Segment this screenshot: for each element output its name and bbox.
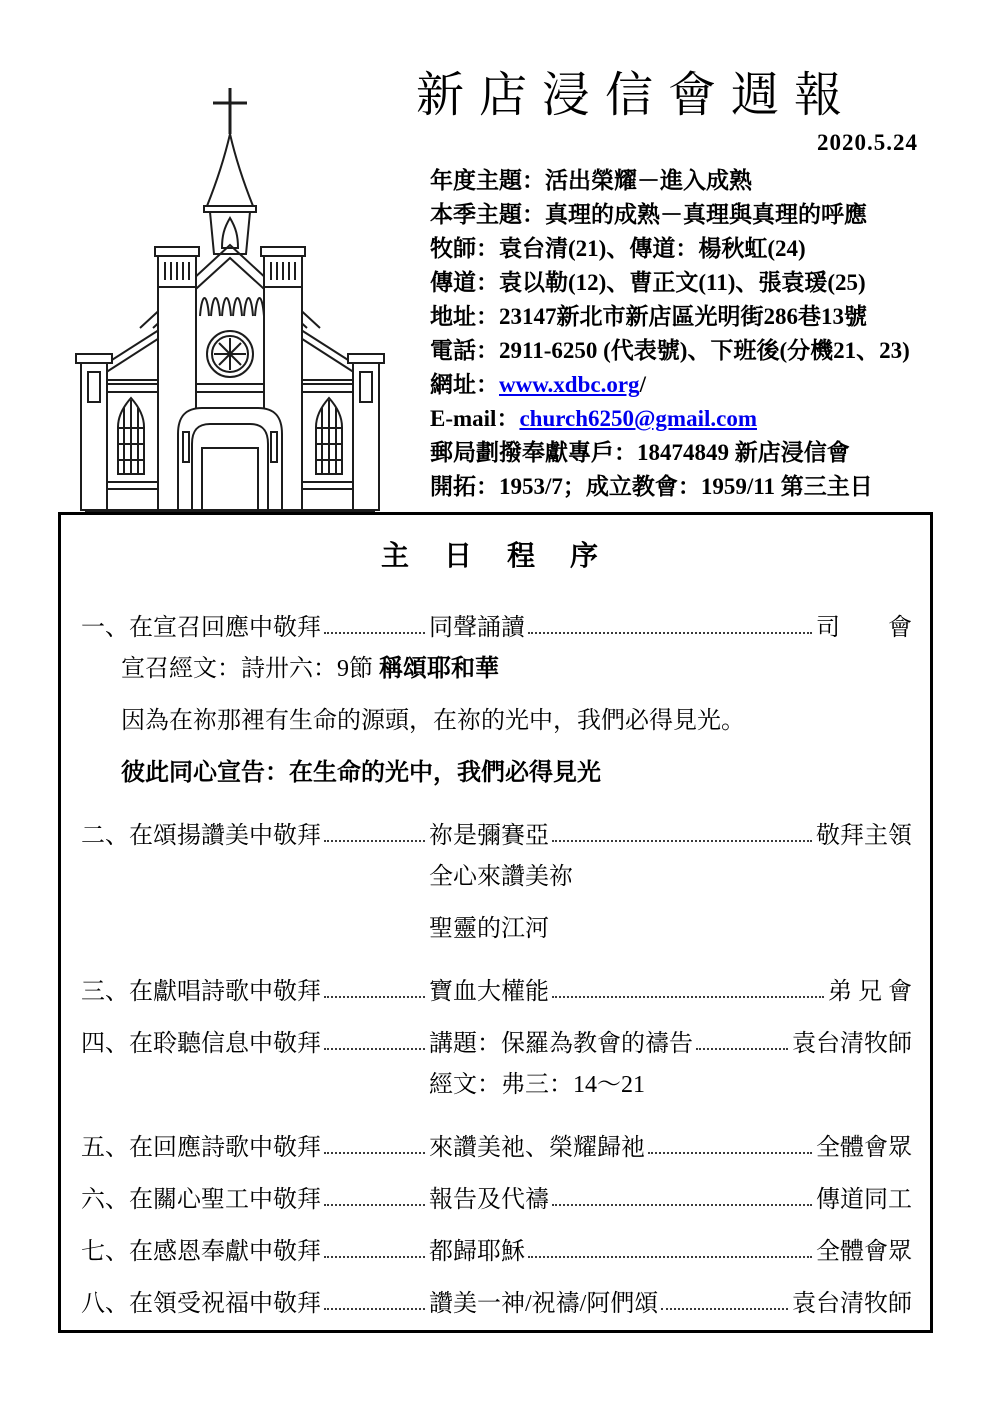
dot-leader (324, 1204, 425, 1206)
program-servant: 袁台清牧師 (792, 1031, 912, 1057)
bulletin-date: 2020.5.24 (817, 130, 918, 155)
email-link[interactable]: church6250@gmail.com (519, 406, 757, 431)
website-line (430, 368, 960, 402)
program-item-label: 二、在頌揚讚美中敬拜 (81, 823, 321, 849)
dot-leader (661, 1308, 788, 1310)
program-content: 都歸耶穌 (429, 1239, 525, 1265)
phone-line: 電話：2911-6250 (代表號)、下班後(分機21、23) (430, 338, 910, 363)
call-scripture-title: 稱頌耶和華 (379, 656, 499, 682)
program-item-label: 七、在感恩奉獻中敬拜 (81, 1239, 321, 1265)
address-line: 地址：23147新北市新店區光明街286巷13號 (430, 304, 867, 329)
program-servant: 敬拜主領 (816, 823, 912, 849)
website-suffix: / (639, 372, 646, 397)
program-servant: 全體會眾 (816, 1135, 912, 1161)
program-item-label: 四、在聆聽信息中敬拜 (81, 1031, 321, 1057)
dot-leader (324, 632, 425, 634)
dot-leader (324, 996, 425, 998)
program-row-2 (81, 799, 912, 851)
email-label: E-mail： (430, 406, 520, 431)
program-row-3 (81, 955, 912, 1007)
program-content: 講題：保羅為教會的禱告 (429, 1031, 693, 1057)
call-scripture-ref: 宣召經文：詩卅六：9節 (121, 656, 379, 682)
program-item-label: 六、在關心聖工中敬拜 (81, 1187, 321, 1213)
annual-theme-line: 年度主題：活出榮耀－進入成熟 (430, 168, 752, 193)
program-content: 寶血大權能 (429, 979, 549, 1005)
cross-icon (213, 88, 247, 134)
program-row-6 (81, 1163, 912, 1215)
praise-song-line: 聖靈的江河 (429, 916, 549, 942)
program-servant: 司 會 (816, 615, 912, 641)
program-servant: 傳道同工 (816, 1187, 912, 1213)
program-servant: 弟 兄 會 (828, 979, 912, 1005)
call-scripture-line (81, 643, 912, 695)
church-illustration (60, 82, 400, 514)
email-line (430, 402, 960, 436)
program-row-8 (81, 1267, 912, 1319)
program-item-label: 八、在領受祝福中敬拜 (81, 1291, 321, 1317)
postal-account-line: 郵局劃撥奉獻專戶：18474849 新店浸信會 (430, 440, 850, 465)
program-row-7 (81, 1215, 912, 1267)
dot-leader (528, 1256, 812, 1258)
dot-leader (528, 632, 812, 634)
program-item-label: 五、在回應詩歌中敬拜 (81, 1135, 321, 1161)
praise-song-line: 全心來讚美祢 (429, 864, 573, 890)
website-label: 網址： (430, 372, 499, 397)
program-row-1 (81, 591, 912, 643)
sermon-scripture-line: 經文：弗三：14～21 (429, 1072, 645, 1098)
program-content: 讚美一神/祝禱/阿們頌 (429, 1291, 659, 1317)
program-content: 報告及代禱 (429, 1187, 549, 1213)
minister-line: 傳道：袁以勒(12)、曹正文(11)、張袁瑗(25) (430, 270, 866, 295)
dot-leader (324, 1152, 425, 1154)
program-title: 主 日 程 序 (380, 541, 612, 572)
season-theme-line: 本季主題：真理的成熟－真理與真理的呼應 (430, 202, 867, 227)
program-servant: 全體會眾 (816, 1239, 912, 1265)
program-item-label: 三、在獻唱詩歌中敬拜 (81, 979, 321, 1005)
bulletin-title: 新店浸信會週報 (416, 69, 858, 122)
dot-leader (552, 840, 812, 842)
pastor-line: 牧師：袁台清(21)、傳道：楊秋虹(24) (430, 236, 806, 261)
program-row-4 (81, 1007, 912, 1059)
dot-leader (552, 1204, 812, 1206)
declaration-line: 彼此同心宣告：在生命的光中，我們必得見光 (121, 760, 601, 786)
program-servant: 袁台清牧師 (792, 1291, 912, 1317)
program-content: 祢是彌賽亞 (429, 823, 549, 849)
dot-leader (696, 1048, 788, 1050)
dot-leader (552, 996, 824, 998)
dot-leader (324, 1256, 425, 1258)
program-content: 同聲誦讀 (429, 615, 525, 641)
dot-leader (324, 1308, 425, 1310)
call-verse-line: 因為在祢那裡有生命的源頭，在祢的光中，我們必得見光。 (121, 708, 745, 734)
dot-leader (648, 1152, 812, 1154)
dot-leader (324, 840, 425, 842)
program-content: 來讚美祂、榮耀歸祂 (429, 1135, 645, 1161)
church-info-block (430, 164, 960, 504)
program-row-5 (81, 1111, 912, 1163)
website-link[interactable]: www.xdbc.org (499, 372, 640, 397)
dot-leader (324, 1048, 425, 1050)
founding-line: 開拓：1953/7；成立教會：1959/11 第三主日 (430, 474, 873, 499)
program-item-label: 一、在宣召回應中敬拜 (81, 615, 321, 641)
sunday-program-box (58, 512, 933, 1333)
